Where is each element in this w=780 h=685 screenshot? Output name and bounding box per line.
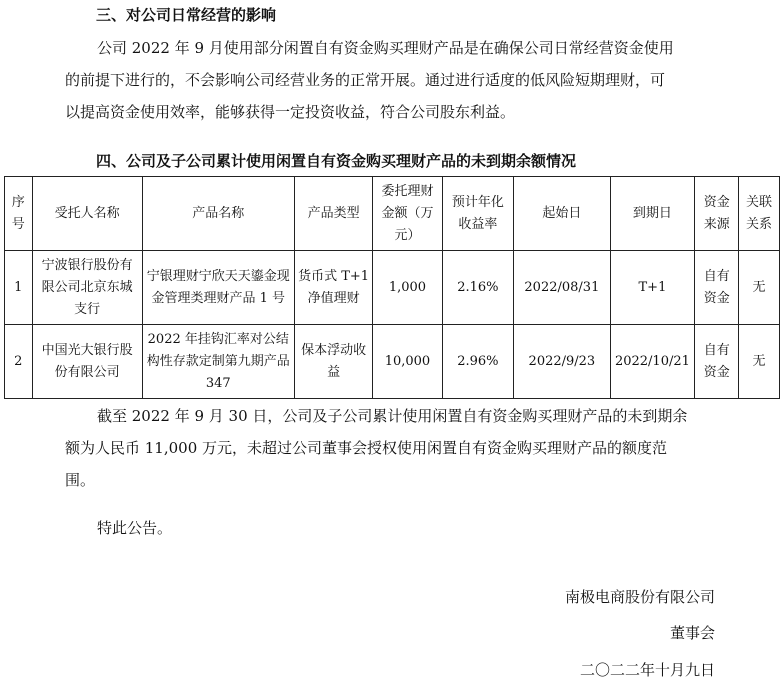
cell-amount: 10,000 [373,325,442,399]
notice-text: 特此公告。 [97,519,173,537]
table-row [5,251,780,325]
header-amount: 委托理财金额（万元） [373,177,442,251]
summary-paragraph [65,400,725,496]
paragraph-line: 额为人民币 11,000 万元，未超过公司董事会授权使用闲置自有资金购买理财产品的额度范 [65,439,668,457]
header-seq: 序号 [5,177,33,251]
cell-end: 2022/10/21 [610,325,695,399]
cell-yield: 2.96% [442,325,514,399]
cell-source: 自有资金 [695,251,739,325]
paragraph-line: 公司 2022 年 9 月使用部分闲置自有资金购买理财产品是在确保公司日常经营资金使用 [97,39,674,57]
cell-related: 无 [739,251,780,325]
signature-board: 董事会 [669,624,715,642]
cell-product: 宁银理财宁欣天天鎏金现金管理类理财产品 1 号 [142,251,294,325]
cell-amount: 1,000 [373,251,442,325]
paragraph-line: 围。 [65,471,96,489]
cell-end: T+1 [610,251,695,325]
paragraph-line: 截至 2022 年 9 月 30 日，公司及子公司累计使用闲置自有资金购买理财产品的未到期余 [97,407,688,425]
header-type: 产品类型 [294,177,373,251]
header-product: 产品名称 [142,177,294,251]
cell-trustee: 中国光大银行股份有限公司 [32,325,142,399]
impact-paragraph [65,32,725,128]
cell-source: 自有资金 [695,325,739,399]
table-header-row [5,177,780,251]
notice-paragraph [65,512,725,544]
cell-type: 保本浮动收益 [294,325,373,399]
table-row [5,325,780,399]
header-start: 起始日 [514,177,610,251]
cell-related: 无 [739,325,780,399]
cell-product: 2022 年挂钩汇率对公结构性存款定制第九期产品 347 [142,325,294,399]
cell-seq: 1 [5,251,33,325]
cell-yield: 2.16% [442,251,514,325]
wealth-products-table [4,176,780,399]
cell-start: 2022/9/23 [514,325,610,399]
paragraph-line: 以提高资金使用效率，能够获得一定投资收益，符合公司股东利益。 [65,103,516,121]
header-related: 关联关系 [739,177,780,251]
header-end: 到期日 [610,177,695,251]
signature-date: 二〇二二年十月九日 [579,661,715,679]
section-3-heading: 三、对公司日常经营的影响 [96,6,277,24]
signature-company: 南极电商股份有限公司 [564,588,715,606]
header-yield: 预计年化收益率 [442,177,514,251]
header-trustee: 受托人名称 [32,177,142,251]
cell-seq: 2 [5,325,33,399]
cell-type: 货币式 T+1 净值理财 [294,251,373,325]
header-source: 资金来源 [695,177,739,251]
paragraph-line: 的前提下进行的，不会影响公司经营业务的正常开展。通过进行适度的低风险短期理财，可 [65,71,666,89]
cell-trustee: 宁波银行股份有限公司北京东城支行 [32,251,142,325]
cell-start: 2022/08/31 [514,251,610,325]
section-4-heading: 四、公司及子公司累计使用闲置自有资金购买理财产品的未到期余额情况 [96,152,577,170]
